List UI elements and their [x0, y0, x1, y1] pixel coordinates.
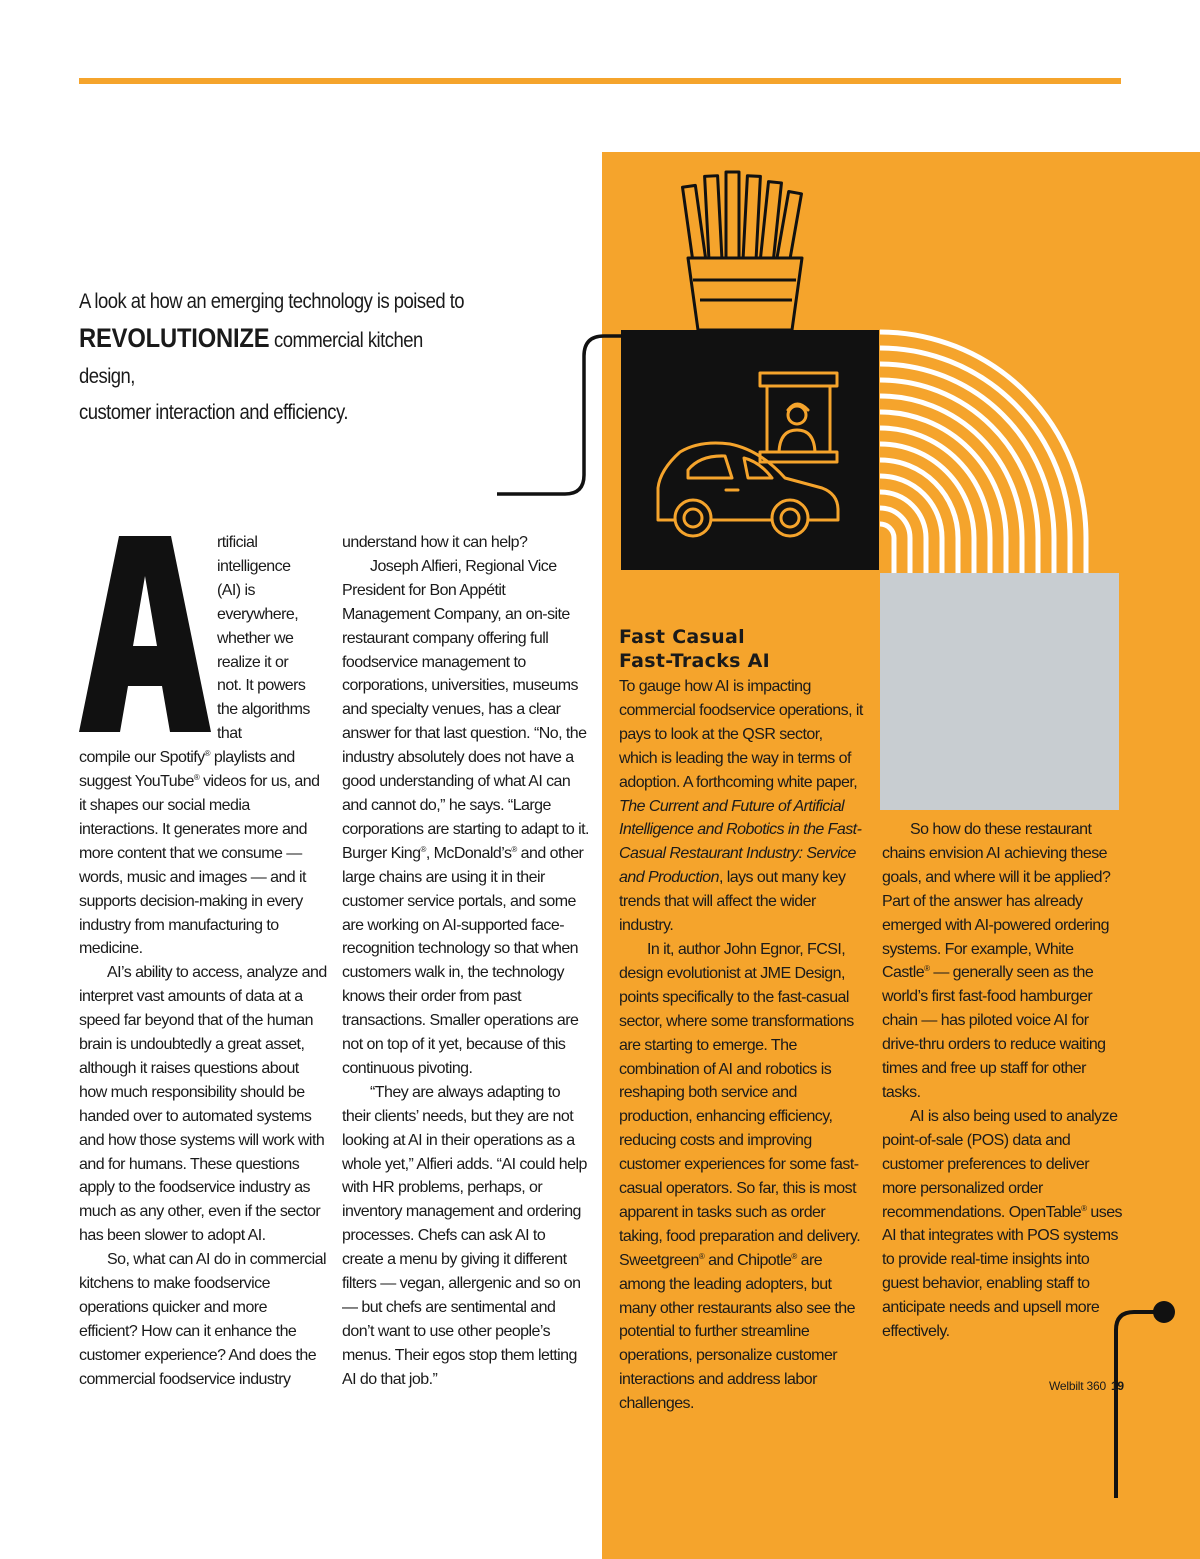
text-run: To gauge how AI is impacting commercial foodservice operations, it pays to look at the QSR sector, which is leading the way in terms of adoption. A forthcoming white paper,: [619, 678, 863, 791]
body-column-2: [342, 531, 590, 1392]
paragraph: [619, 675, 864, 938]
cap-line: intelligence: [217, 557, 291, 575]
cap-line: everywhere,: [217, 605, 299, 623]
cap-line: whether we: [217, 629, 294, 647]
cap-line: rtificial: [217, 534, 258, 551]
paragraph: AI’s ability to access, analyze and interpret vast amounts of data at a speed far beyond that of the human brain is undoubtedly a great asset, although it raises questions about how much responsibility should be handed over to automated systems and how those systems will work with and for humans. These questions apply to the foodservice industry as much as any other, even if the sector has been slower to adopt AI.: [79, 964, 327, 1245]
deck-line-2-text: commercial kitchen design,: [79, 329, 423, 388]
text-run: So how do these restaurant chains envision AI achieving these goals, and where will it be applied? Part of the answer has already emerged with AI-powered ordering systems. For example, White Castle: [882, 821, 1111, 982]
registered-mark: ®: [511, 844, 517, 854]
registered-mark: ®: [204, 749, 210, 759]
cap-line: (AI) is: [217, 581, 255, 599]
paragraph: [619, 938, 864, 1416]
grey-block: [880, 573, 1119, 810]
text-run: are among the leading adopters, but many other restaurants also see the potential to further streamline operations, personalize customer interactions and address labor challenges.: [619, 1251, 856, 1413]
cap-line: not. It powers: [217, 677, 306, 695]
text-run: — generally seen as the world’s first fast-food hamburger chain — has piloted voice AI for drive-thru orders to reduce waiting times and free up staff for other tasks.: [882, 964, 1106, 1101]
registered-mark: ®: [698, 1251, 705, 1261]
paragraph: So, what can AI do in commercial kitchens to make foodservice operations quicker and more efficient? How can it enhance the customer experience? And does the commercial foodservice industry: [79, 1251, 326, 1388]
top-rule: [79, 78, 1121, 84]
text-run: videos for us, and it shapes our social media interactions. It generates more and more content that we consume — words, music and images — and it supports decision-making in every industry from manufacturing to medicine.: [79, 773, 320, 958]
body-column-4: [882, 818, 1122, 1344]
cap-line: the algorithms: [217, 701, 310, 719]
text-run: , lays out many key trends that will affect the wider industry.: [619, 869, 846, 935]
dropcap-wrap-lines: [217, 531, 329, 746]
text-run: , McDonald’s: [425, 844, 512, 862]
registered-mark: ®: [420, 844, 426, 854]
text-run: Joseph Alfieri, Regional Vice President for Bon Appétit Management Company, an on-site restaurant company offering full foodservice management to corporations, universities, museums and specialty venues, has a clear answer for that last question. “No, the industry absolutely does not have a good understanding of what AI can and cannot do,” he says. “Large corporations are starting to adapt to it. Burger King: [342, 557, 589, 862]
text-run: compile our Spotify: [79, 749, 205, 767]
paragraph: [882, 818, 1122, 1105]
text-run: and other large chains are using it in their customer service portals, and some are working on AI-supported face-recognition technology so that when customers walk in, the technology knows their order from past transactions. Smaller operations are not on top of it yet, because of this continuous pivoting.: [342, 844, 584, 1077]
sidebar-heading: [619, 625, 869, 673]
publication-name: Welbilt 360: [1049, 1379, 1106, 1393]
cap-line: realize it or: [217, 653, 289, 671]
paragraph: [79, 746, 329, 961]
cap-line: that: [217, 725, 242, 743]
deck-line-2: [79, 320, 466, 395]
registered-mark: ®: [1081, 1203, 1087, 1213]
deck-line-3: customer interaction and efficiency.: [79, 401, 348, 424]
sidebar-column: [619, 675, 864, 1416]
deck-intro: [79, 284, 466, 431]
deck-emphasis: REVOLUTIONIZE: [79, 323, 270, 353]
text-run: In it, author John Egnor, FCSI, design evolutionist at JME Design, points specifically to the fast-casual sector, where some transformations are starting to emerge. The combination of AI and robotics is reshaping both service and production, enhancing efficiency, reducing costs and improving customer experiences for some fast-casual operators. So far, this is most apparent in tasks such as order taking, food preparation and delivery. Sweetgreen: [619, 940, 861, 1269]
page-folio: [1049, 1379, 1124, 1393]
drive-thru-panel: [621, 330, 879, 570]
sidebar-heading-line: Fast Casual: [619, 626, 745, 648]
paragraph: [342, 555, 590, 1081]
text-run: uses AI that integrates with POS systems to provide real-time insights into guest behavior, enabling staff to anticipate needs and upsell more effectively.: [882, 1203, 1123, 1341]
paragraph: “They are always adapting to their clients’ needs, but they are not looking at AI in their operations as a whole yet,” Alfieri adds. “AI could help with HR problems, perhaps, or inventory management and ordering processes. Chefs can ask AI to create a menu by giving it different filters — vegan, allergenic and so on — but chefs are sentimental and don’t want to use other people’s menus. Their egos stop them letting AI do that job.”: [342, 1083, 587, 1388]
white-paper-title: The Current and Future of Artificial Intelligence and Robotics in the Fast-Casual Restaurant Industry: Service and Production: [619, 797, 862, 887]
text-run: AI is also being used to analyze point-of-sale (POS) data and customer preferences to deliver more personalized order recommendations. OpenTable: [882, 1107, 1118, 1221]
paragraph: [882, 1105, 1122, 1344]
registered-mark: ®: [924, 964, 930, 974]
registered-mark: ®: [791, 1251, 797, 1261]
registered-mark: ®: [193, 773, 200, 783]
page-number: 19: [1110, 1379, 1124, 1393]
deck-line-1: A look at how an emerging technology is poised to: [79, 290, 465, 313]
body-column-1: [79, 531, 329, 1392]
paragraph: understand how it can help?: [342, 534, 528, 551]
text-run: and Chipotle: [704, 1251, 792, 1269]
text-run: playlists and suggest YouTube: [79, 749, 295, 791]
sidebar-heading-line: Fast-Tracks AI: [619, 650, 771, 672]
